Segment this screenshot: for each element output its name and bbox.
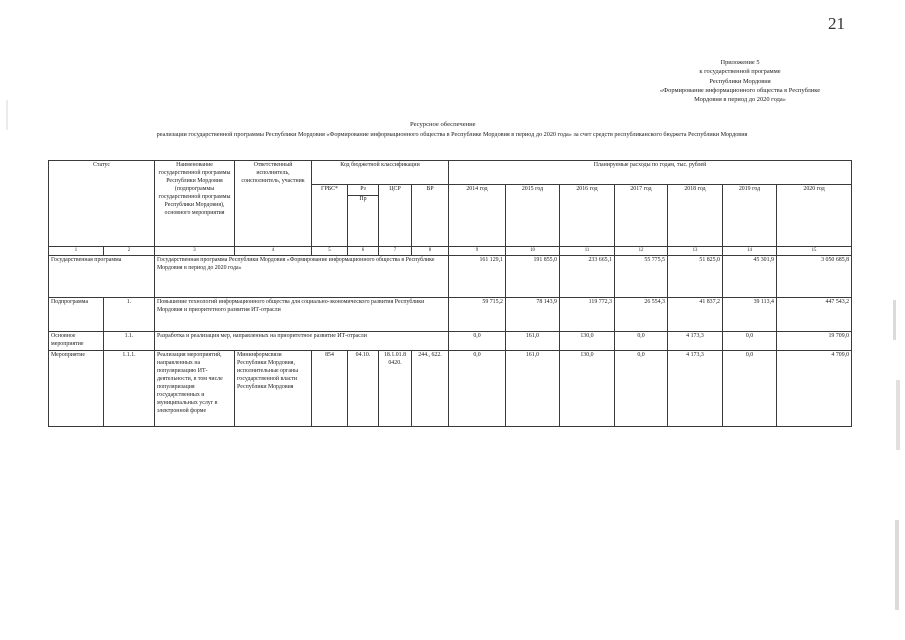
header-planned-expenses: Планируемые расходы по годам, тыс. рублей bbox=[449, 161, 852, 185]
row-value: 191 855,0 bbox=[506, 256, 560, 298]
header-budget-code: Код бюджетной классификации bbox=[312, 161, 449, 185]
column-index: 4 bbox=[235, 247, 312, 256]
header-vr: ВР bbox=[412, 185, 449, 247]
appendix-note bbox=[620, 58, 860, 104]
header-rz-pr bbox=[348, 185, 379, 247]
row-value: 130,0 bbox=[560, 332, 615, 351]
row-status: Основное мероприятие bbox=[49, 332, 104, 351]
row-name: Повышение технологий информационного общества для социально-экономического развития Республики Мордовия и приоритетного развития ИТ-отрасли bbox=[155, 298, 449, 332]
column-index: 9 bbox=[449, 247, 506, 256]
row-value: 78 143,9 bbox=[506, 298, 560, 332]
table-row bbox=[49, 350, 852, 426]
header-year: 2015 год bbox=[506, 185, 560, 247]
row-value: 161,0 bbox=[506, 332, 560, 351]
column-index: 1 bbox=[49, 247, 104, 256]
row-status: Подпрограмма bbox=[49, 298, 104, 332]
header-csr: ЦСР bbox=[379, 185, 412, 247]
header-year: 2016 год bbox=[560, 185, 615, 247]
row-value: 161 129,1 bbox=[449, 256, 506, 298]
row-csr: 18.1.01.8 0420. bbox=[379, 350, 412, 426]
table-row bbox=[49, 256, 852, 298]
row-value: 45 301,9 bbox=[723, 256, 777, 298]
row-value: 0,0 bbox=[615, 350, 668, 426]
column-index: 13 bbox=[668, 247, 723, 256]
row-name: Разработка и реализация мер, направленных на приоритетное развитие ИТ-отрасли bbox=[155, 332, 449, 351]
table-row bbox=[49, 298, 852, 332]
row-value: 0,0 bbox=[449, 332, 506, 351]
scan-edge-noise bbox=[896, 380, 900, 450]
column-index: 15 bbox=[777, 247, 852, 256]
row-name: Реализация мероприятий, направленных на популяризацию ИТ-деятельности, в том числе популяризация государственных и муниципальных услуг в электронной форме bbox=[155, 350, 235, 426]
row-value: 41 837,2 bbox=[668, 298, 723, 332]
header-status: Статус bbox=[49, 161, 155, 247]
row-value: 3 050 685,8 bbox=[777, 256, 852, 298]
row-value: 447 543,2 bbox=[777, 298, 852, 332]
column-index-row bbox=[49, 247, 852, 256]
row-value: 51 825,0 bbox=[668, 256, 723, 298]
column-index: 2 bbox=[104, 247, 155, 256]
row-value: 233 665,1 bbox=[560, 256, 615, 298]
header-year: 2014 год bbox=[449, 185, 506, 247]
row-number: 1. bbox=[104, 298, 155, 332]
row-value: 130,0 bbox=[560, 350, 615, 426]
row-status: Мероприятие bbox=[49, 350, 104, 426]
appendix-line: Приложение 5 bbox=[720, 59, 760, 66]
header-row bbox=[49, 161, 852, 185]
header-name: Наименование государственной программы Республики Мордовия (подпрограммы государственной программы Республики Мордовия), основного мероприятия bbox=[155, 161, 235, 247]
row-value: 4 173,3 bbox=[668, 332, 723, 351]
header-grbs: ГРБС* bbox=[312, 185, 348, 247]
appendix-line: Республики Мордовия bbox=[709, 77, 771, 85]
header-executor: Ответственный исполнитель, соисполнитель, участник bbox=[235, 161, 312, 247]
column-index: 3 bbox=[155, 247, 235, 256]
resource-table bbox=[48, 160, 852, 427]
row-value: 119 772,3 bbox=[560, 298, 615, 332]
row-status: Государственная программа bbox=[49, 256, 155, 298]
column-index: 7 bbox=[379, 247, 412, 256]
row-value: 0,0 bbox=[723, 332, 777, 351]
document-title: Ресурсное обеспечение bbox=[410, 121, 476, 128]
row-value: 26 554,3 bbox=[615, 298, 668, 332]
row-value: 55 775,5 bbox=[615, 256, 668, 298]
row-value: 19 709,0 bbox=[777, 332, 852, 351]
column-index: 10 bbox=[506, 247, 560, 256]
row-name: Государственная программа Республики Мордовия «Формирование информационного общества в Республике Мордовия в период до 2020 года» bbox=[155, 256, 449, 298]
row-value: 0,0 bbox=[723, 350, 777, 426]
column-index: 11 bbox=[560, 247, 615, 256]
table-row bbox=[49, 332, 852, 351]
row-vr: 244., 622. bbox=[412, 350, 449, 426]
appendix-line: к государственной программе bbox=[699, 68, 781, 76]
header-year: 2019 год bbox=[723, 185, 777, 247]
page-number: 21 bbox=[828, 14, 845, 33]
header-pr: Пр bbox=[348, 195, 378, 204]
column-index: 8 bbox=[412, 247, 449, 256]
header-rz: Рз bbox=[360, 186, 366, 192]
row-value: 0,0 bbox=[615, 332, 668, 351]
document-subtitle: реализации государственной программы Республики Мордовия «Формирование информационного общества в Республике Мордовия в период до 2020 года» за счет средств республиканского бюджета Республики Мордовия bbox=[156, 131, 748, 138]
row-executor: Мининформсвязи Республики Мордовия, исполнительные органы государственной власти Республики Мордовия bbox=[235, 350, 312, 426]
row-value: 161,0 bbox=[506, 350, 560, 426]
header-year: 2020 год bbox=[777, 185, 852, 247]
header-year: 2018 год bbox=[668, 185, 723, 247]
column-index: 12 bbox=[615, 247, 668, 256]
row-number: 1.1. bbox=[104, 332, 155, 351]
scan-edge-noise bbox=[893, 300, 896, 340]
row-value: 0,0 bbox=[449, 350, 506, 426]
row-rz-pr: 04.10. bbox=[348, 350, 379, 426]
column-index: 5 bbox=[312, 247, 348, 256]
header-year: 2017 год bbox=[615, 185, 668, 247]
appendix-line: «Формирование информационного общества в Республике bbox=[659, 86, 821, 94]
row-value: 4 173,3 bbox=[668, 350, 723, 426]
appendix-line: Мордовия в период до 2020 года» bbox=[694, 96, 786, 104]
column-index: 6 bbox=[348, 247, 379, 256]
row-value: 59 715,2 bbox=[449, 298, 506, 332]
row-number: 1.1.1. bbox=[104, 350, 155, 426]
row-value: 39 113,4 bbox=[723, 298, 777, 332]
row-value: 4 709,0 bbox=[777, 350, 852, 426]
scan-edge-noise bbox=[6, 100, 8, 130]
column-index: 14 bbox=[723, 247, 777, 256]
row-grbs: 854 bbox=[312, 350, 348, 426]
scan-edge-noise bbox=[895, 520, 899, 610]
